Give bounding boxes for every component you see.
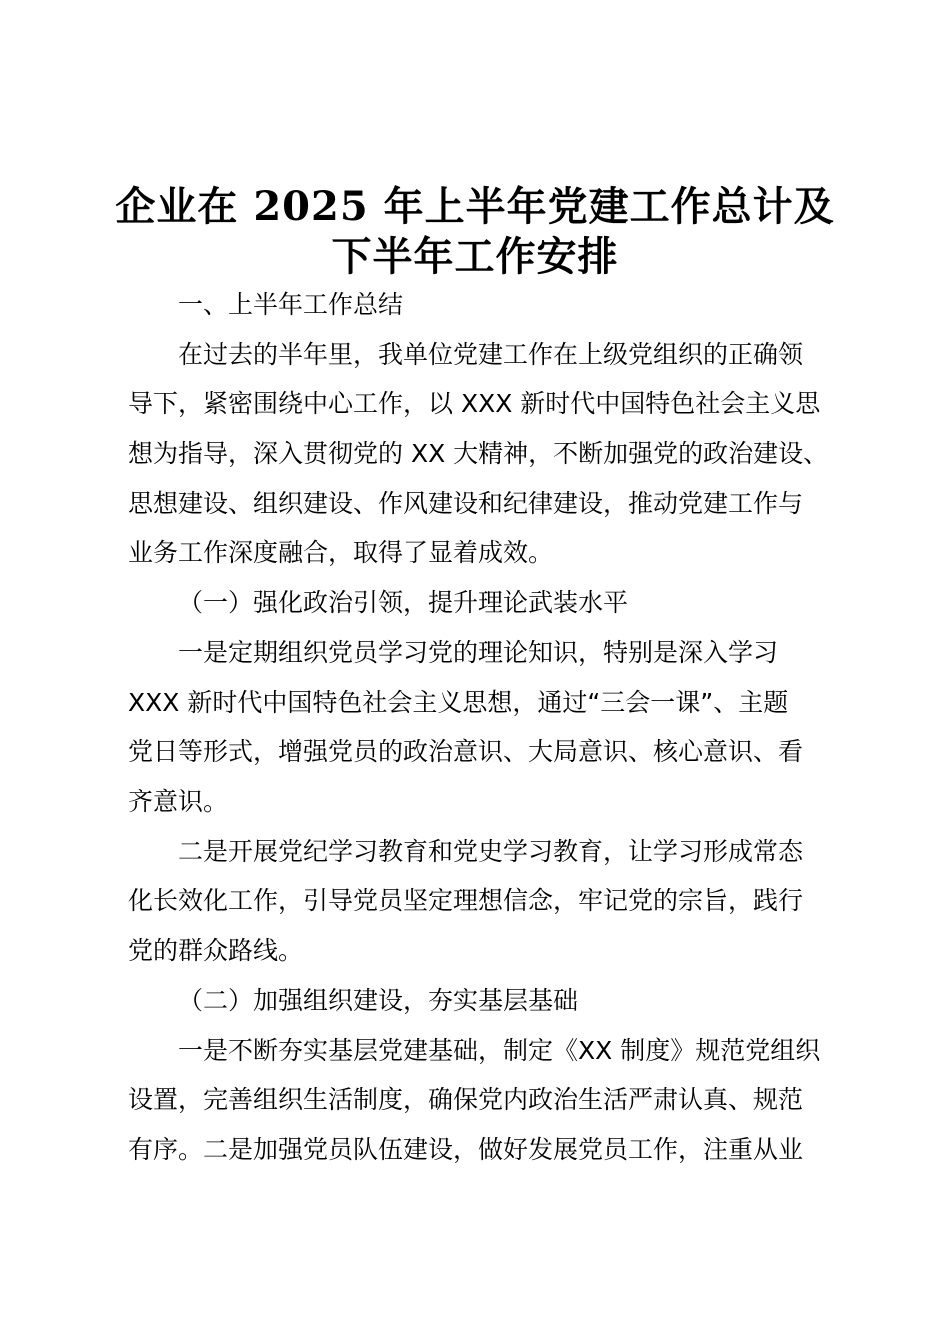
paragraph-line: 二是开展党纪学习教育和党史学习教育，让学习形成常态 — [178, 837, 804, 866]
paragraph-line: 一是定期组织党员学习党的理论知识，特别是深入学习 — [178, 638, 779, 667]
document-title-line-1: 企业在 2025 年上半年党建工作总计及 — [115, 183, 835, 230]
paragraph-line: 化长效化工作，引导党员坚定理想信念，牢记党的宗旨，践行 — [128, 886, 804, 915]
paragraph-line: 设置，完善组织生活制度，确保党内政治生活严肃认真、规范 — [128, 1085, 804, 1114]
paragraph-line: 导下，紧密围绕中心工作，以 XXX 新时代中国特色社会主义思 — [128, 389, 821, 418]
paragraph-line: 有序。二是加强党员队伍建设，做好发展党员工作，注重从业 — [128, 1135, 804, 1164]
paragraph-line: 齐意识。 — [128, 787, 229, 816]
paragraph-line: XXX 新时代中国特色社会主义思想，通过“三会一课”、主题 — [128, 688, 789, 717]
subsection-heading: （二）加强组织建设，夯实基层基础 — [178, 986, 579, 1015]
subsection-heading: （一）强化政治引领，提升理论武装水平 — [178, 588, 629, 617]
paragraph-line: 党的群众路线。 — [128, 936, 304, 965]
paragraph-line: 在过去的半年里，我单位党建工作在上级党组织的正确领 — [178, 340, 804, 369]
section-heading: 一、上半年工作总结 — [178, 290, 404, 319]
paragraph-line: 一是不断夯实基层党建基础，制定《XX 制度》规范党组织 — [178, 1036, 821, 1065]
paragraph-line: 想为指导，深入贯彻党的 XX 大精神，不断加强党的政治建设、 — [128, 439, 829, 468]
paragraph-line: 党日等形式，增强党员的政治意识、大局意识、核心意识、看 — [128, 737, 804, 766]
document-title-line-2: 下半年工作安排 — [331, 233, 619, 280]
paragraph-line: 思想建设、组织建设、作风建设和纪律建设，推动党建工作与 — [128, 489, 804, 518]
paragraph-line: 业务工作深度融合，取得了显着成效。 — [128, 538, 554, 567]
